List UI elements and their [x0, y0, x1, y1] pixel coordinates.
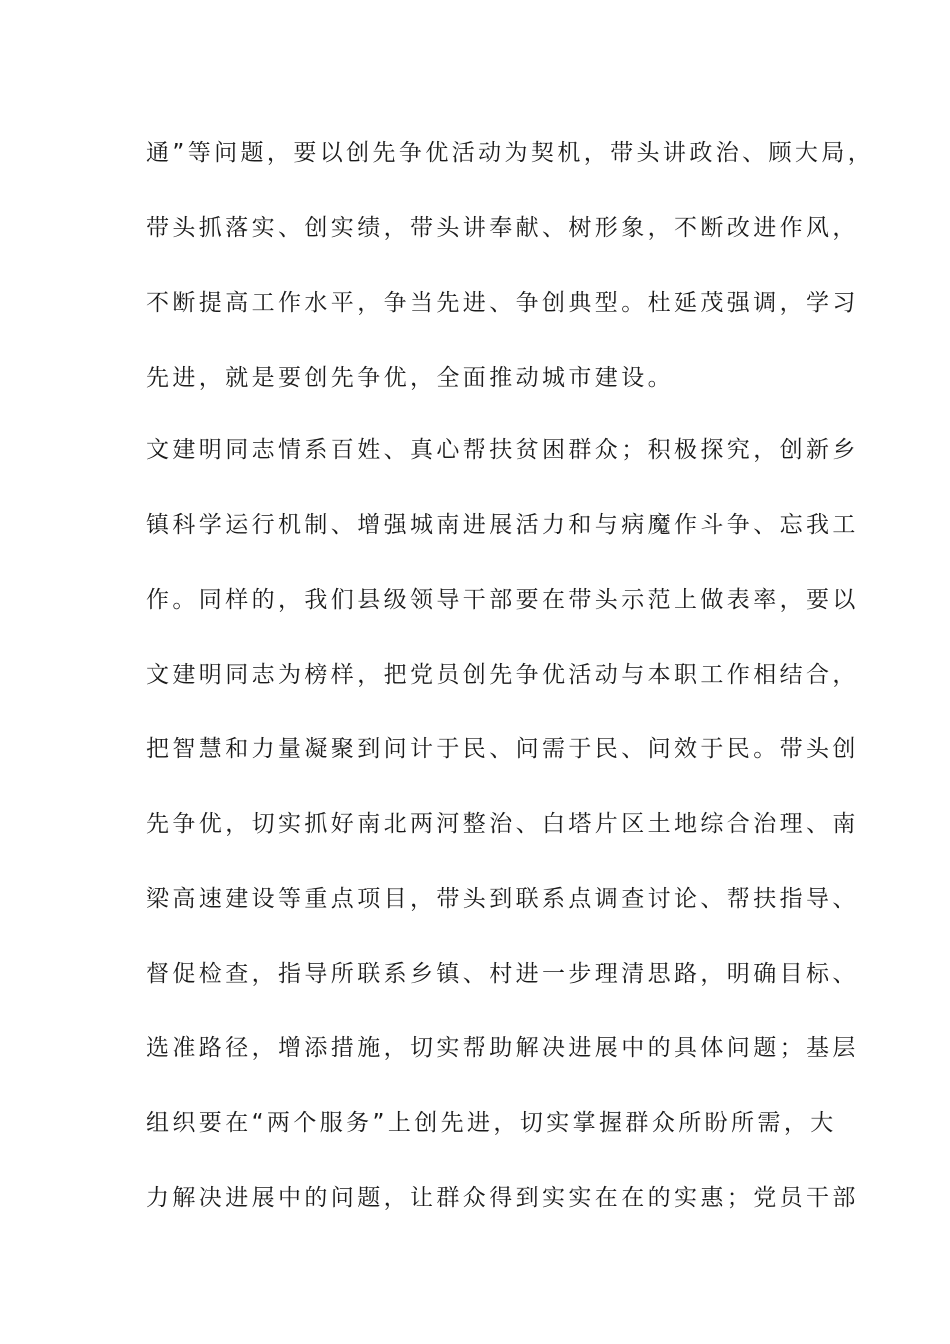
text-line: 作。同样的，我们县级领导干部要在带头示范上做表率，要以 [146, 587, 859, 613]
text-line: 梁高速建设等重点项目，带头到联系点调查讨论、帮扶指导、 [146, 886, 859, 912]
text-line: 组织要在“两个服务”上创先进，切实掌握群众所盼所需，大 [146, 1110, 837, 1136]
text-line: 文建明同志为榜样，把党员创先争优活动与本职工作相结合， [146, 662, 859, 688]
text-line: 督促检查，指导所联系乡镇、村进一步理清思路，明确目标、 [146, 961, 859, 987]
text-line: 文建明同志情系百姓、真心帮扶贫困群众；积极探究，创新乡 [146, 437, 859, 463]
text-line: 把智慧和力量凝聚到问计于民、问需于民、问效于民。带头创 [146, 736, 859, 762]
text-line: 镇科学运行机制、增强城南进展活力和与病魔作斗争、忘我工 [146, 512, 859, 538]
text-line: 带头抓落实、创实绩，带头讲奉献、树形象，不断改进作风， [146, 215, 859, 241]
text-line: 通”等问题，要以创先争优活动为契机，带头讲政治、顾大局， [146, 140, 875, 166]
text-line: 选准路径，增添措施，切实帮助解决进展中的具体问题；基层 [146, 1035, 859, 1061]
text-line: 先争优，切实抓好南北两河整治、白塔片区土地综合治理、南 [146, 811, 859, 837]
text-line: 力解决进展中的问题，让群众得到实实在在的实惠；党员干部 [146, 1185, 859, 1211]
text-line: 不断提高工作水平，争当先进、争创典型。杜延茂强调，学习 [146, 290, 859, 316]
text-line: 先进，就是要创先争优，全面推动城市建设。 [146, 365, 674, 391]
